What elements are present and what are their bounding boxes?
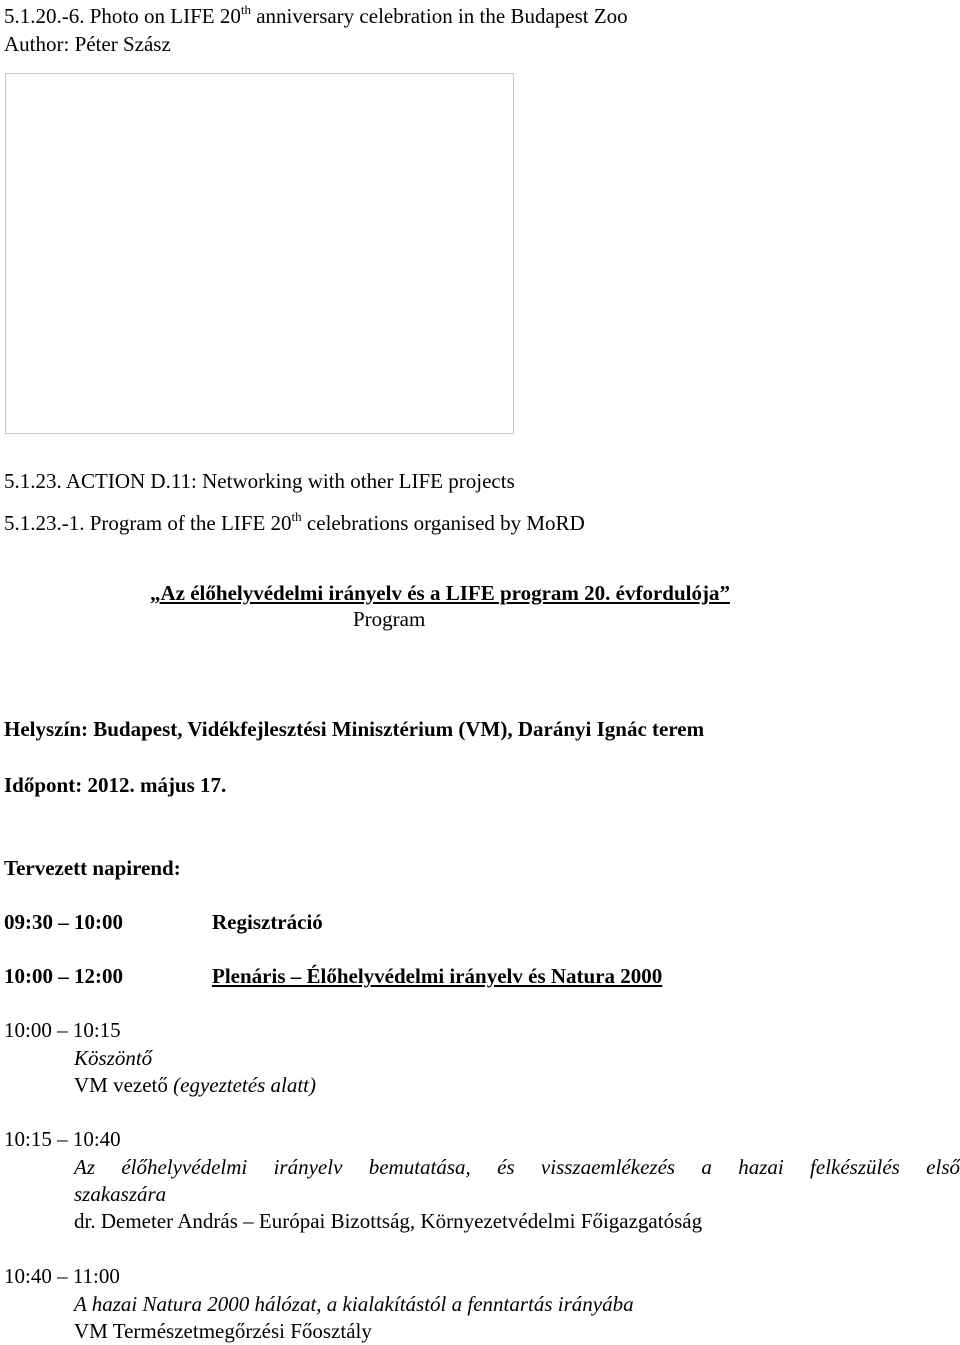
- agenda-heading: Tervezett napirend:: [4, 856, 181, 880]
- agenda-item-time: 10:40 – 11:00: [4, 1264, 120, 1288]
- agenda-block-title: Regisztráció: [212, 910, 323, 934]
- event-subtitle: Program: [353, 607, 426, 631]
- agenda-item-speaker: dr. Demeter András – Európai Bizottság, Környezetvédelmi Főigazgatóság: [74, 1209, 703, 1233]
- agenda-item-time: 10:00 – 10:15: [4, 1018, 121, 1042]
- event-date: Időpont: 2012. május 17.: [4, 773, 227, 797]
- agenda-item-time: 10:15 – 10:40: [4, 1127, 121, 1151]
- photo-caption-author: Author: Péter Szász: [4, 32, 171, 56]
- agenda-block-time: 10:00 – 12:00: [4, 964, 123, 988]
- program-heading: 5.1.23.-1. Program of the LIFE 20th celebrations organised by MoRD: [4, 509, 585, 535]
- agenda-item-speaker: VM Természetmegőrzési Főosztály: [74, 1319, 372, 1343]
- action-heading: 5.1.23. ACTION D.11: Networking with other LIFE projects: [4, 469, 515, 493]
- event-title: „Az élőhelyvédelmi irányelv és a LIFE program 20. évfordulója”: [150, 581, 730, 605]
- event-location: Helyszín: Budapest, Vidékfejlesztési Minisztérium (VM), Darányi Ignác terem: [4, 717, 705, 741]
- agenda-item-title: A hazai Natura 2000 hálózat, a kialakítástól a fenntartás irányába: [74, 1292, 634, 1316]
- agenda-block-time: 09:30 – 10:00: [4, 910, 123, 934]
- photo-caption-title: 5.1.20.-6. Photo on LIFE 20th anniversary celebration in the Budapest Zoo: [4, 2, 628, 28]
- agenda-block-plenary: [4, 964, 662, 989]
- agenda-item-title: Az élőhelyvédelmi irányelv bemutatása, és visszaemlékezés a hazai felkészülés első: [74, 1155, 960, 1179]
- photo-placeholder: [5, 73, 514, 434]
- agenda-item-speaker: VM vezető (egyeztetés alatt): [74, 1073, 316, 1097]
- agenda-block-title: Plenáris – Élőhelyvédelmi irányelv és Natura 2000: [212, 964, 663, 988]
- agenda-item-title-continued: szakaszára: [74, 1182, 167, 1206]
- agenda-item-title: Köszöntő: [74, 1046, 153, 1070]
- agenda-block-registration: [4, 910, 323, 935]
